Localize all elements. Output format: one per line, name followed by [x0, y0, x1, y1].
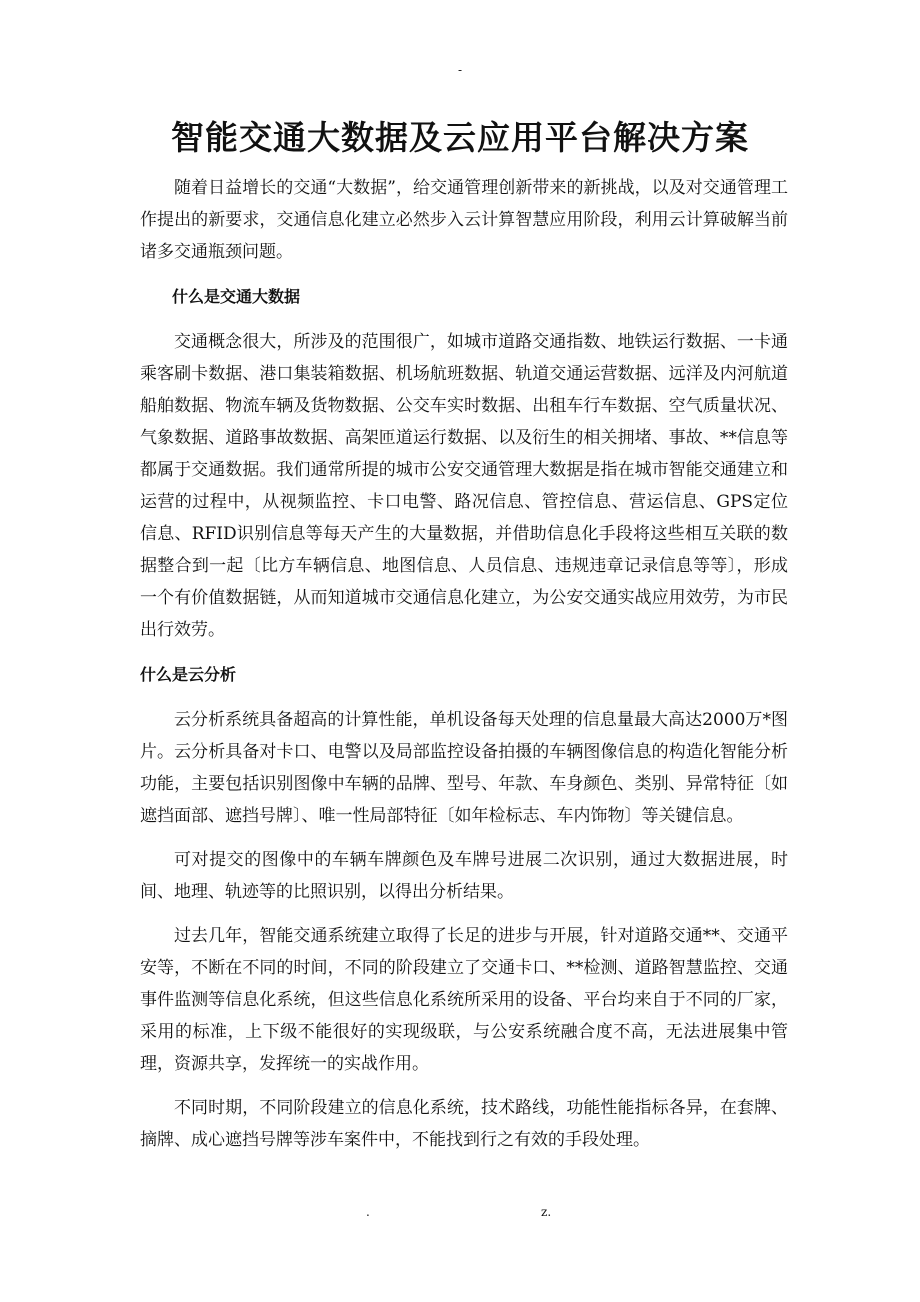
- cloud-analysis-paragraph-1: 云分析系统具备超高的计算性能，单机设备每天处理的信息量最大高达2000万*图片。云分析具备对卡口、电警以及局部监控设备拍摄的车辆图像信息的构造化智能分析功能，主要包括识别图像中车辆的品牌、型号、年款、车身颜色、类别、异常特征〔如遮挡面部、遮挡号牌〕、唯一性局部特征〔如年检标志、车内饰物〕等关键信息。: [140, 710, 788, 826]
- footer-right-mark: z.: [541, 1205, 552, 1219]
- document-title: 智能交通大数据及云应用平台解决方案: [171, 118, 749, 157]
- cloud-analysis-paragraph-4: 不同时期，不同阶段建立的信息化系统，技术路线，功能性能指标各异，在套牌、摘牌、成心遮挡号牌等涉车案件中，不能找到行之有效的手段处理。: [140, 1098, 788, 1150]
- traffic-big-data-paragraph: 交通概念很大，所涉及的范围很广，如城市道路交通指数、地铁运行数据、一卡通乘客刷卡数据、港口集装箱数据、机场航班数据、轨道交通运营数据、远洋及内河航道船舶数据、物流车辆及货物数据、公交车实时数据、出租车行车数据、空气质量状况、气象数据、道路事故数据、高架匝道运行数据、以及衍生的相关拥堵、事故、**信息等都属于交通数据。我们通常所提的城市公安交通管理大数据是指在城市智能交通建立和运营的过程中，从视频监控、卡口电警、路况信息、管控信息、营运信息、GPS定位信息、RFID识别信息等每天产生的大量数据，并借助信息化手段将这些相互关联的数据整合到一起〔比方车辆信息、地图信息、人员信息、违规违章记录信息等等〕，形成一个有价值数据链，从而知道城市交通信息化建立，为公安交通实战应用效劳，为市民出行效劳。: [140, 332, 788, 640]
- cloud-analysis-paragraph-2: 可对提交的图像中的车辆车牌颜色及车牌号进展二次识别，通过大数据进展，时间、地理、轨迹等的比照识别，以得出分析结果。: [140, 850, 788, 902]
- section-heading-cloud-analysis: 什么是云分析: [140, 665, 237, 684]
- footer-left-mark: .: [366, 1205, 370, 1219]
- cloud-analysis-paragraph-3: 过去几年，智能交通系统建立取得了长足的进步与开展，针对道路交通**、交通平安等，不断在不同的时间，不同的阶段建立了交通卡口、**检测、道路智慧监控、交通事件监测等信息化系统，但这些信息化系统所采用的设备、平台均来自于不同的厂家，采用的标准，上下级不能很好的实现级联，与公安系统融合度不高，无法进展集中管理，资源共享，发挥统一的实战作用。: [140, 926, 788, 1074]
- header-mark: -: [457, 63, 463, 77]
- document-body: [140, 172, 788, 1168]
- intro-paragraph: 随着日益增长的交通“大数据”，给交通管理创新带来的新挑战，以及对交通管理工作提出的新要求，交通信息化建立必然步入云计算智慧应用阶段，利用云计算破解当前诸多交通瓶颈问题。: [140, 178, 788, 262]
- section-heading-traffic-big-data: 什么是交通大数据: [172, 287, 301, 306]
